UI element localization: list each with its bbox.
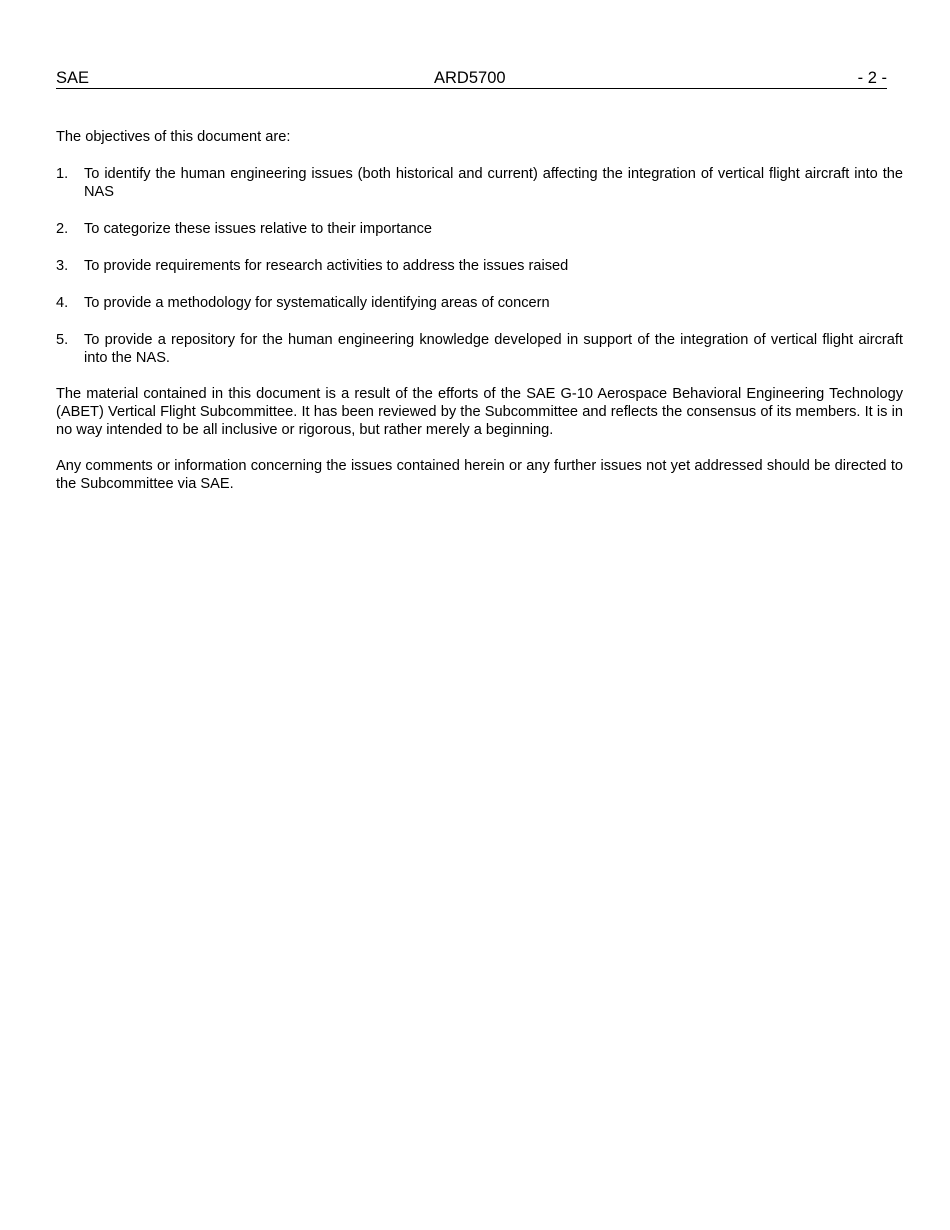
objective-text: To provide a methodology for systematically identifying areas of concern <box>84 295 550 311</box>
objective-number: 2. <box>56 221 69 237</box>
objective-number: 5. <box>56 332 69 348</box>
objective-item <box>56 165 903 201</box>
body-text <box>56 128 903 511</box>
objective-text: To provide requirements for research activities to address the issues raised <box>84 258 569 274</box>
paragraph-material-origin: The material contained in this document is a result of the efforts of the SAE G-10 Aerospace Behavioral Engineering Technology (ABET) Vertical Flight Subcommittee. It has been reviewed by the Subcommittee and reflects the consensus of its members. It is in no way intended to be all inclusive or rigorous, but rather merely a beginning. <box>56 386 903 438</box>
objective-text: To categorize these issues relative to their importance <box>84 221 432 237</box>
header-organization: SAE <box>56 69 90 87</box>
objective-item <box>56 331 903 367</box>
objective-item <box>56 294 903 312</box>
objective-number: 4. <box>56 295 69 311</box>
header-document-number: ARD5700 <box>434 69 506 87</box>
objective-item <box>56 220 903 238</box>
objective-text: To provide a repository for the human engineering knowledge developed in support of the integration of vertical flight aircraft into the NAS. <box>84 332 903 366</box>
header-page-number: - 2 - <box>857 69 887 87</box>
paragraph-comments: Any comments or information concerning the issues contained herein or any further issues not yet addressed should be directed to the Subcommittee via SAE. <box>56 458 903 492</box>
running-header <box>56 68 887 89</box>
objectives-intro: The objectives of this document are: <box>56 129 291 145</box>
objective-text: To identify the human engineering issues (both historical and current) affecting the integration of vertical flight aircraft into the NAS <box>84 166 903 200</box>
objective-number: 3. <box>56 258 69 274</box>
objective-number: 1. <box>56 166 69 182</box>
objectives-list <box>56 165 903 367</box>
objective-item <box>56 257 903 275</box>
